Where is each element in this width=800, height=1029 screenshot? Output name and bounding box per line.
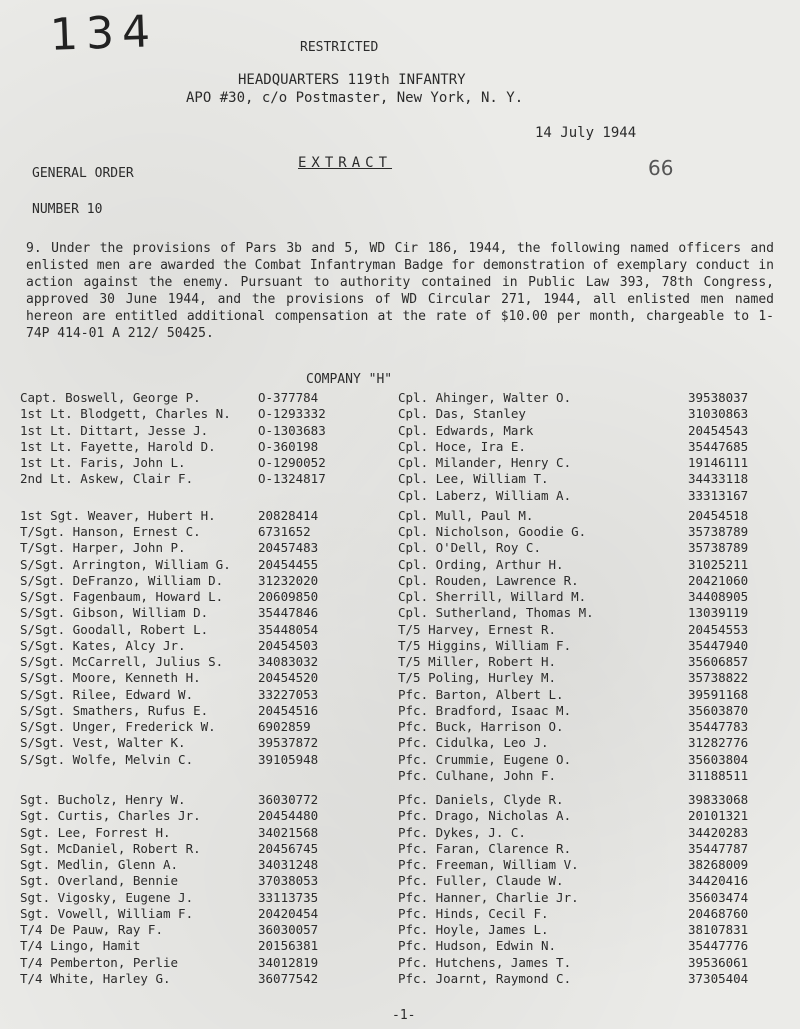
roster-left-serial: 36030057 — [258, 922, 319, 937]
roster-row — [0, 638, 800, 654]
roster-right-name: Pfc. Hoyle, James L. — [398, 922, 549, 937]
roster-row — [0, 508, 800, 524]
roster-right-serial: 39833068 — [688, 792, 749, 807]
roster-left-name: S/Sgt. Arrington, William G. — [20, 556, 231, 572]
roster-right-serial: 20454518 — [688, 507, 749, 523]
classification-label: RESTRICTED — [300, 40, 379, 55]
company-heading: COMPANY "H" — [306, 372, 393, 387]
roster-right-name: Pfc. Buck, Harrison O. — [398, 719, 564, 734]
roster-row — [0, 406, 800, 422]
roster-left-serial: 34012819 — [258, 954, 319, 970]
roster-left-serial: O-360198 — [258, 438, 319, 454]
roster-left-serial: 39537872 — [258, 735, 319, 751]
roster-right-name: T/5 Higgins, William F. — [398, 637, 572, 653]
roster-right-name: Cpl. Sherrill, Willard M. — [398, 589, 587, 604]
roster-row — [0, 825, 800, 841]
roster-right-name: Pfc. Crummie, Eugene O. — [398, 751, 572, 767]
roster-row — [0, 670, 800, 686]
order-date: 14 July 1944 — [535, 125, 637, 141]
roster-left-name: S/Sgt. Moore, Kenneth H. — [20, 670, 201, 686]
roster-left-serial: O-1293332 — [258, 406, 326, 422]
roster-left-name: 1st Sgt. Weaver, Hubert H. — [20, 507, 216, 523]
roster-right-serial: 39591168 — [688, 686, 749, 702]
roster-right-serial: 34433118 — [688, 471, 749, 487]
roster-left-name: Sgt. Lee, Forrest H. — [20, 824, 171, 840]
roster-left-name: S/Sgt. Gibson, William D. — [20, 605, 209, 621]
roster-right-serial: 35603870 — [688, 702, 749, 718]
roster-right-name: Pfc. Hinds, Cecil F. — [398, 905, 549, 921]
roster-right-serial: 35603474 — [688, 889, 749, 905]
roster-left-serial: 6902859 — [258, 719, 311, 734]
roster-left-name: Capt. Boswell, George P. — [20, 390, 201, 405]
roster-left-serial: 20456745 — [258, 840, 319, 856]
roster-right-serial: 33313167 — [688, 487, 749, 503]
roster-right-name: Pfc. Hudson, Edwin N. — [398, 938, 557, 954]
roster-row — [0, 605, 800, 621]
roster-left-name: S/Sgt. Fagenbaum, Howard L. — [20, 589, 224, 604]
roster-left-name: 2nd Lt. Askew, Clair F. — [20, 471, 194, 487]
roster-right-name: Cpl. Ording, Arthur H. — [398, 556, 564, 572]
roster-right-serial: 38268009 — [688, 857, 749, 872]
roster-row — [0, 955, 800, 971]
roster-left-serial: 6731652 — [258, 524, 311, 539]
roster-left-serial: 36030772 — [258, 792, 319, 807]
roster-right-name: Pfc. Dykes, J. C. — [398, 824, 526, 840]
roster-right-name: Pfc. Cidulka, Leo J. — [398, 735, 549, 751]
roster-left-name: Sgt. Curtis, Charles Jr. — [20, 808, 201, 824]
roster-right-name: Cpl. Nicholson, Goodie G. — [398, 524, 587, 539]
roster-left-serial: 20454516 — [258, 702, 319, 718]
roster-left-name: S/Sgt. Wolfe, Melvin C. — [20, 751, 194, 767]
roster-left-name: T/Sgt. Harper, John P. — [20, 540, 186, 556]
roster-row — [0, 841, 800, 857]
roster-left-serial: 20454455 — [258, 556, 319, 572]
roster-right-serial: 35603804 — [688, 751, 749, 767]
roster-left-name: T/4 Pemberton, Perlie — [20, 954, 179, 970]
roster-right-serial: 34420416 — [688, 873, 749, 889]
roster-right-name: T/5 Harvey, Ernest R. — [398, 621, 557, 637]
roster-row — [0, 589, 800, 605]
roster-left-serial: 34083032 — [258, 654, 319, 669]
roster-row — [0, 390, 800, 406]
roster-left-name: S/Sgt. McCarrell, Julius S. — [20, 654, 224, 669]
roster-left-name: Sgt. Vowell, William F. — [20, 905, 194, 921]
handwritten-file-number: 134 — [49, 6, 159, 61]
roster-row — [0, 455, 800, 471]
roster-right-name: T/5 Miller, Robert H. — [398, 654, 557, 669]
roster-right-serial: 19146111 — [688, 455, 749, 470]
roster-row — [0, 654, 800, 670]
roster-row — [0, 557, 800, 573]
roster-right-name: Pfc. Culhane, John F. — [398, 767, 557, 783]
roster-right-serial: 35738789 — [688, 540, 749, 556]
roster-right-name: Cpl. Mull, Paul M. — [398, 507, 534, 523]
roster-row — [0, 922, 800, 938]
roster-row — [0, 873, 800, 889]
roster-left-name: S/Sgt. Rilee, Edward W. — [20, 686, 194, 702]
roster-right-name: Pfc. Daniels, Clyde R. — [398, 792, 564, 807]
roster-row — [0, 768, 800, 784]
roster-left-serial: 20828414 — [258, 507, 319, 523]
roster-right-serial: 35738822 — [688, 670, 749, 686]
roster-left-serial: 39105948 — [258, 751, 319, 767]
order-type: GENERAL ORDER — [32, 166, 134, 181]
roster-right-serial: 39536061 — [688, 954, 749, 970]
roster-right-serial: 35738789 — [688, 524, 749, 539]
roster-left-serial: 34021568 — [258, 824, 319, 840]
roster-right-serial: 35447787 — [688, 840, 749, 856]
roster-row — [0, 906, 800, 922]
roster-right-serial: 31025211 — [688, 556, 749, 572]
roster-right-serial: 35447940 — [688, 637, 749, 653]
roster-right-name: Pfc. Hanner, Charlie Jr. — [398, 889, 579, 905]
roster-left-name: S/Sgt. Goodall, Robert L. — [20, 621, 209, 637]
roster-row — [0, 719, 800, 735]
roster-row — [0, 971, 800, 987]
roster-left-serial: 35447846 — [258, 605, 319, 621]
roster-right-name: Pfc. Barton, Albert L. — [398, 686, 564, 702]
roster-left-name: S/Sgt. DeFranzo, William D. — [20, 572, 224, 588]
roster-row — [0, 524, 800, 540]
roster-right-name: Pfc. Bradford, Isaac M. — [398, 702, 572, 718]
roster-left-serial: 20454520 — [258, 670, 319, 686]
roster-right-name: Cpl. Rouden, Lawrence R. — [398, 572, 579, 588]
roster-right-serial: 20454553 — [688, 621, 749, 637]
roster-left-name: T/4 White, Harley G. — [20, 970, 171, 986]
roster-left-name: S/Sgt. Smathers, Rufus E. — [20, 702, 209, 718]
roster-right-serial: 31282776 — [688, 735, 749, 751]
roster-left-serial: 20454480 — [258, 808, 319, 824]
roster-right-name: Pfc. Joarnt, Raymond C. — [398, 970, 572, 986]
roster-right-name: Pfc. Freeman, William V. — [398, 857, 579, 872]
roster-left-name: Sgt. McDaniel, Robert R. — [20, 840, 201, 856]
roster-right-name: Cpl. Edwards, Mark — [398, 422, 534, 438]
roster-left-serial: 34031248 — [258, 857, 319, 872]
roster-right-serial: 20101321 — [688, 808, 749, 824]
roster-right-name: Cpl. Das, Stanley — [398, 406, 526, 422]
roster-left-serial: 20420454 — [258, 905, 319, 921]
roster-right-serial: 20421060 — [688, 572, 749, 588]
roster-left-serial: O-1303683 — [258, 422, 326, 438]
roster-left-name: 1st Lt. Faris, John L. — [20, 455, 186, 470]
roster-row — [0, 857, 800, 873]
roster-row — [0, 752, 800, 768]
roster-left-name: T/4 De Pauw, Ray F. — [20, 922, 163, 937]
roster-right-serial: 35447685 — [688, 438, 749, 454]
roster-row — [0, 792, 800, 808]
order-number: NUMBER 10 — [32, 202, 103, 217]
roster-right-serial: 31030863 — [688, 406, 749, 422]
roster-right-name: Pfc. Drago, Nicholas A. — [398, 808, 572, 824]
roster-right-serial: 39538037 — [688, 390, 749, 405]
roster-left-name: Sgt. Vigosky, Eugene J. — [20, 889, 194, 905]
roster-left-serial: O-1290052 — [258, 455, 326, 470]
order-paragraph: 9. Under the provisions of Pars 3b and 5, WD Cir 186, 1944, the following named officers and enlisted men are awarded the Combat Infantryman Badge for demonstration of exemplary conduct in action against the enemy. Pursuant to authority contained in Public Law 393, 78th Congress, approved 30 June 1944, and the provisions of WD Circular 271, 1944, all enlisted men named hereon are entitled additional compensation at the rate of $10.00 per month, chargeable to 1-74P 414-01 A 212/ 50425. — [26, 241, 774, 341]
roster-left-serial: 20156381 — [258, 938, 319, 954]
roster-left-serial: 20457483 — [258, 540, 319, 556]
roster-left-serial: 35448054 — [258, 621, 319, 637]
roster-row — [0, 735, 800, 751]
roster-row — [0, 439, 800, 455]
roster-left-name: T/4 Lingo, Hamit — [20, 938, 141, 954]
roster-right-name: Pfc. Hutchens, James T. — [398, 954, 572, 970]
roster-right-name: Cpl. O'Dell, Roy C. — [398, 540, 541, 556]
roster-left-serial: O-1324817 — [258, 471, 326, 487]
roster-left-serial: 20609850 — [258, 589, 319, 604]
roster-left-name: S/Sgt. Unger, Frederick W. — [20, 719, 216, 734]
roster-right-serial: 34408905 — [688, 589, 749, 604]
roster-right-serial: 13039119 — [688, 605, 749, 621]
unit-address: APO #30, c/o Postmaster, New York, N. Y. — [186, 90, 524, 106]
roster-row — [0, 808, 800, 824]
roster-row — [0, 488, 800, 504]
roster-left-serial: 20454503 — [258, 637, 319, 653]
roster-right-serial: 37305404 — [688, 970, 749, 986]
roster-left-name: 1st Lt. Fayette, Harold D. — [20, 438, 216, 454]
roster-right-serial: 38107831 — [688, 922, 749, 937]
roster-left-name: Sgt. Bucholz, Henry W. — [20, 792, 186, 807]
roster-row — [0, 423, 800, 439]
roster-right-serial: 35447783 — [688, 719, 749, 734]
roster-row — [0, 938, 800, 954]
roster-left-name: 1st Lt. Dittart, Jesse J. — [20, 422, 209, 438]
roster-right-serial: 31188511 — [688, 767, 749, 783]
roster-right-name: Pfc. Fuller, Claude W. — [398, 873, 564, 889]
roster-right-serial: 34420283 — [688, 824, 749, 840]
roster-left-serial: 33227053 — [258, 686, 319, 702]
roster-row — [0, 540, 800, 556]
page-number: -1- — [392, 1008, 416, 1023]
roster-left-name: 1st Lt. Blodgett, Charles N. — [20, 406, 231, 422]
roster-right-name: Cpl. Ahinger, Walter O. — [398, 390, 572, 405]
roster-left-serial: 36077542 — [258, 970, 319, 986]
roster-row — [0, 471, 800, 487]
roster-right-name: Pfc. Faran, Clarence R. — [398, 840, 572, 856]
roster-right-name: Cpl. Sutherland, Thomas M. — [398, 605, 594, 621]
handwritten-note: 66 — [648, 156, 674, 180]
roster-left-name: Sgt. Overland, Bennie — [20, 873, 179, 889]
roster-row — [0, 890, 800, 906]
roster-right-serial: 35447776 — [688, 938, 749, 954]
roster-right-name: Cpl. Milander, Henry C. — [398, 455, 572, 470]
document-title: EXTRACT — [298, 155, 393, 171]
roster-right-name: Cpl. Hoce, Ira E. — [398, 438, 526, 454]
roster-left-serial: 33113735 — [258, 889, 319, 905]
roster-left-serial: 31232020 — [258, 572, 319, 588]
roster-left-serial: 37038053 — [258, 873, 319, 889]
roster-right-serial: 35606857 — [688, 654, 749, 669]
roster-row — [0, 622, 800, 638]
roster-right-serial: 20468760 — [688, 905, 749, 921]
roster-right-name: Cpl. Lee, William T. — [398, 471, 549, 487]
roster-left-serial: O-377784 — [258, 390, 319, 405]
roster-left-name: Sgt. Medlin, Glenn A. — [20, 857, 179, 872]
roster-row — [0, 703, 800, 719]
roster-row — [0, 573, 800, 589]
roster-left-name: S/Sgt. Vest, Walter K. — [20, 735, 186, 751]
roster-right-name: Cpl. Laberz, William A. — [398, 487, 572, 503]
roster-row — [0, 687, 800, 703]
roster-left-name: T/Sgt. Hanson, Ernest C. — [20, 524, 201, 539]
roster-right-name: T/5 Poling, Hurley M. — [398, 670, 557, 686]
roster-right-serial: 20454543 — [688, 422, 749, 438]
roster-left-name: S/Sgt. Kates, Alcy Jr. — [20, 637, 186, 653]
unit-heading: HEADQUARTERS 119th INFANTRY — [238, 72, 466, 88]
